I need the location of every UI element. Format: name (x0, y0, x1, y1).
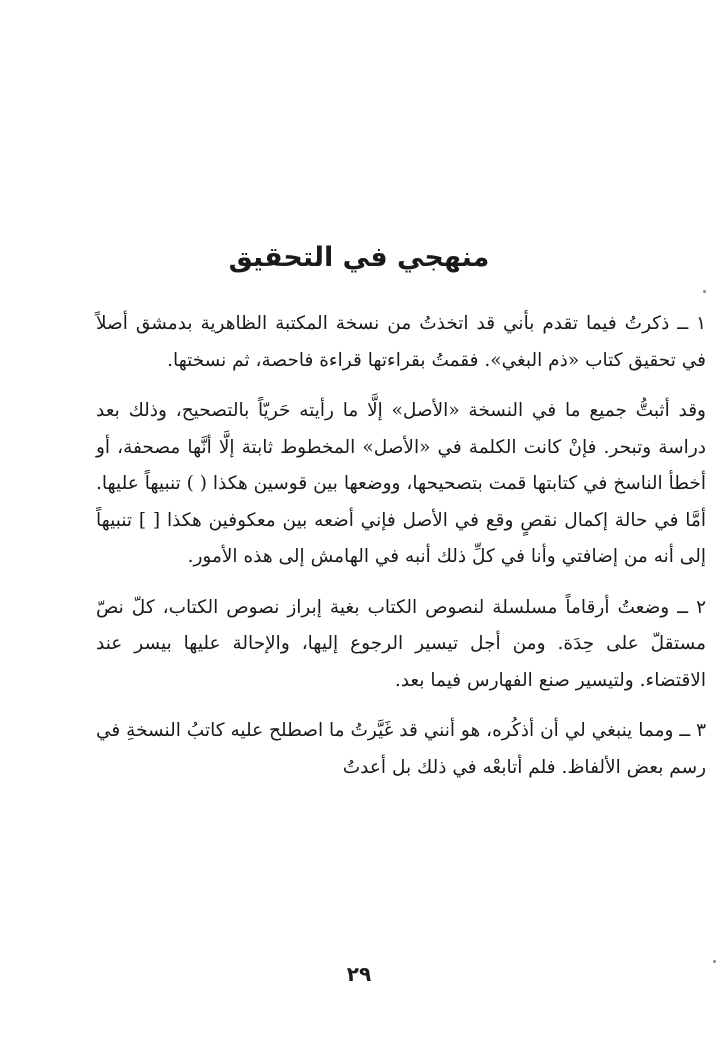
paragraph-1: ١ ــ ذكرتُ فيما تقدم بأني قد اتخذتُ من نسخة المكتبة الظاهرية بدمشق أصلاً في تحقيق كتاب «ذم البغي». فقمتُ بقراءتها قراءة فاحصة، ثم نسختها. (96, 313, 706, 371)
chapter-title: منهجي في التحقيق (228, 242, 490, 273)
edge-speck-bottom (713, 960, 716, 963)
body-text (96, 306, 706, 800)
page-number: ٢٩ (346, 962, 372, 986)
edge-speck-top (703, 290, 706, 293)
paragraph-2: وقد أثبتُّ جميع ما في النسخة «الأصل» إلَّا ما رأيته حَريّاً بالتصحيح، وذلك بعد دراسة وتبحر. فإنْ كانت الكلمة في «الأصل» المخطوط ثابتة إلَّا أنَّها مصحفة، أو أخطأ الناسخ في كتابتها قمت بتصحيحها، ووضعها بين قوسين هكذا ( ) تنبيهاً عليها. أمَّا في حالة إكمال نقصٍ وقع في الأصل فإني أضعه بين معكوفين هكذا [ ] تنبيهاً إلى أنه من إضافتي وأنا في كلِّ ذلك أنبه في الهامش إلى هذه الأمور. (96, 400, 706, 567)
paragraph-3: ٢ ــ وضعتُ أرقاماً مسلسلة لنصوص الكتاب بغية إبراز نصوص الكتاب، كلّ نصّ مستقلّ على حِدَة. ومن أجل تيسير الرجوع إليها، والإحالة عليها بيسر عند الاقتضاء. ولتيسير صنع الفهارس فيما بعد. (96, 596, 706, 691)
paragraph-4: ٣ ــ ومما ينبغي لي أن أذكُره، هو أنني قد غَيَّرتُ ما اصطلح عليه كاتبُ النسخةِ في رسم بعض الألفاظ. فلم أتابعْه في ذلك بل أعدتُ (96, 720, 706, 778)
